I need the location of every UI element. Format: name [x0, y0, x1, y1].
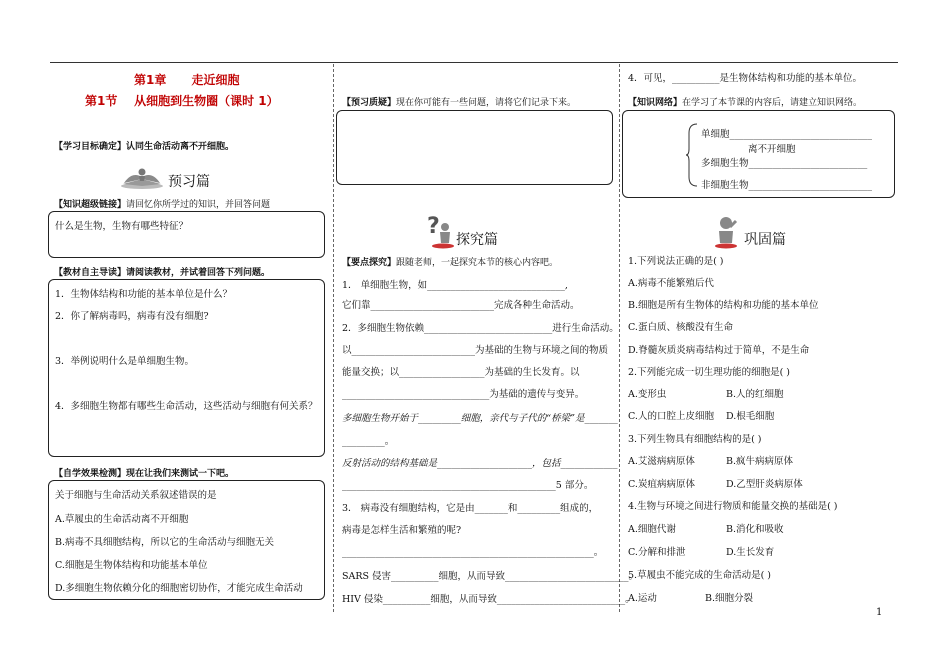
explore-heading: 探究篇: [456, 232, 498, 248]
practice-q3-b: B.疯牛病病原体: [726, 456, 794, 467]
practice-q1-b: B.细胞是所有生物体的结构和功能的基本单位: [628, 300, 819, 311]
practice-q2-b: B.人的红细胞: [726, 389, 784, 400]
practice-q4-a: A.细胞代谢: [628, 524, 676, 535]
practice-q5: 5.草履虫不能完成的生命活动是( ): [628, 570, 771, 581]
key-tag: 【要点探究】: [342, 258, 397, 268]
test-text: 现在让我们来测试一下吧。: [126, 469, 235, 479]
knowledge-link: [54, 197, 270, 210]
knowledge-link-box[interactable]: [48, 211, 325, 258]
explore-line-14: SARS 侵害__________细胞，从而导致__________________________。: [342, 571, 639, 582]
key-text: 跟随老师，一起探究本节的核心内容吧。: [396, 258, 559, 268]
svg-text:?: ?: [427, 214, 440, 239]
consolidate-heading: 巩固篇: [744, 232, 786, 248]
explore-line-5: 能量交换；以__________________为基础的生长发育。以: [342, 367, 580, 378]
explore-line-12: 病毒是怎样生活和繁殖的呢?: [342, 525, 462, 536]
practice-q2-d: D.根毛细胞: [726, 411, 775, 422]
explore-line-11: 3． 病毒没有细胞结构，它是由_______和_________组成的，: [342, 503, 599, 514]
practice-q1: 1.下列说法正确的是( ): [628, 256, 724, 267]
thinker-icon: [712, 213, 742, 249]
brace-icon: [686, 123, 698, 187]
learning-goal: [54, 139, 234, 152]
chapter-heading: [134, 71, 239, 88]
practice-q2: 2.下列能完成一切生理功能的细胞是( ): [628, 367, 790, 378]
question-tag: 【预习质疑】: [342, 98, 397, 108]
section-number: 第1节: [85, 94, 118, 108]
goal-text: 认同生命活动离不开细胞。: [126, 142, 235, 152]
network-item-1: 单细胞______________________________: [701, 129, 873, 140]
guide-question-4: 4．多细胞生物都有哪些生命活动，这些活动与细胞有何关系？: [55, 401, 318, 412]
chapter-number: 第1章: [134, 73, 167, 87]
guide-text: 请阅读教材，并试着回答下列问题。: [126, 268, 271, 278]
self-test: [54, 466, 234, 479]
network-text: 在学习了本节课的内容后，请建立知识网络。: [682, 98, 863, 108]
practice-q5-b: B.细胞分裂: [705, 593, 754, 604]
preview-question-box[interactable]: [336, 110, 613, 185]
practice-q5-a: A.运动: [628, 593, 657, 604]
self-test-box[interactable]: [48, 480, 325, 600]
explore-line-6: _______________________________为基础的遗传与变异。: [342, 389, 585, 400]
knowledge-network-box[interactable]: [622, 110, 895, 198]
section-title: 从细胞到生物圈（课时 1）: [134, 94, 279, 108]
network-item-3: 多细胞生物_________________________: [701, 158, 868, 169]
explore-line-4: 以__________________________为基础的生物与环境之间的物质: [342, 345, 609, 356]
link-tag: 【知识超级链接】: [54, 200, 127, 210]
preview-question: [342, 95, 576, 108]
guide-question-1: 1．生物体结构和功能的基本单位是什么？: [55, 289, 233, 300]
section-heading: [85, 92, 279, 109]
explore-line-3: 2．多细胞生物依赖___________________________进行生命活动。: [342, 323, 619, 334]
practice-q1-c: C.蛋白质、核酸没有生命: [628, 322, 733, 333]
guide-question-3: 3．举例说明什么是单细胞生物。: [55, 356, 195, 367]
practice-q4-b: B.消化和吸收: [726, 524, 784, 535]
practice-q3-a: A.艾滋病病原体: [628, 456, 695, 467]
test-option-b: B.病毒不具细胞结构，所以它的生命活动与细胞无关: [55, 537, 275, 548]
network-item-2: 离不开细胞: [748, 144, 796, 155]
practice-q1-a: A.病毒不能繁殖后代: [628, 278, 714, 289]
page-number: 1: [876, 607, 883, 618]
textbook-guide-box[interactable]: [48, 279, 325, 457]
practice-q4-c: C.分解和排泄: [628, 547, 686, 558]
link-question: 什么是生物，生物有哪些特征？: [55, 221, 189, 232]
key-inquiry: [342, 255, 558, 268]
link-text: 请回忆你所学过的知识，并回答问题: [126, 200, 271, 210]
network-tag: 【知识网络】: [628, 98, 683, 108]
explore-line-7: 多细胞生物开始于_________细胞，亲代与子代的“桥梁”是_______: [342, 413, 618, 424]
top-rule: [50, 62, 898, 63]
practice-q2-a: A.变形虫: [628, 389, 667, 400]
preview-heading: 预习篇: [168, 174, 210, 190]
explore-line-1: 1． 单细胞生物，如_____________________________,: [342, 280, 568, 291]
test-option-a: A.草履虫的生命活动离不开细胞: [55, 514, 189, 525]
practice-q1-d: D.脊髓灰质炎病毒结构过于简单，不是生命: [628, 345, 810, 356]
column-divider-2: [619, 64, 620, 612]
test-option-c: C.细胞是生物体结构和功能基本单位: [55, 560, 208, 571]
explore-line-9: 反射活动的结构基础是____________________，包括____________: [342, 458, 618, 469]
explore-line-13: _____________________________________________________。: [342, 547, 604, 558]
test-option-d: D.多细胞生物依赖分化的细胞密切协作，才能完成生命活动: [55, 583, 303, 594]
practice-q3: 3.下列生物具有细胞结构的是( ): [628, 434, 762, 445]
goal-tag: 【学习目标确定】: [54, 142, 127, 152]
explore-line-15: HIV 侵染__________细胞，从而导致___________________________。: [342, 594, 635, 605]
chapter-title: 走近细胞: [191, 73, 240, 87]
thinker-question-icon: [425, 213, 455, 249]
textbook-guide: [54, 265, 270, 278]
practice-q4: 4.生物与环境之间进行物质和能量交换的基础是( ): [628, 501, 838, 512]
guide-question-2: 2．你了解病毒吗，病毒有没有细胞?: [55, 311, 209, 322]
practice-q4-d: D.生长发育: [726, 547, 775, 558]
explore-line-8: _________。: [342, 436, 395, 447]
practice-q3-c: C.炭疽病病原体: [628, 479, 695, 490]
explore-line-2: 它们靠__________________________完成各种生命活动。: [342, 300, 580, 311]
question-text: 现在你可能有一些问题，请将它们记录下来。: [396, 98, 577, 108]
book-icon: [120, 167, 164, 189]
test-question: 关于细胞与生命活动关系叙述错误的是: [55, 490, 217, 501]
knowledge-network: [628, 95, 862, 108]
practice-q3-d: D.乙型肝炎病原体: [726, 479, 803, 490]
guide-tag: 【教材自主导读】: [54, 268, 127, 278]
explore-line-10: _____________________________________________5 部分。: [342, 480, 594, 491]
conclusion-line: 4．可见，__________是生物体结构和功能的基本单位。: [628, 73, 863, 84]
network-item-4: 非细胞生物__________________________: [701, 180, 873, 191]
practice-q2-c: C.人的口腔上皮细胞: [628, 411, 714, 422]
column-divider-1: [333, 64, 334, 612]
test-tag: 【自学效果检测】: [54, 469, 127, 479]
